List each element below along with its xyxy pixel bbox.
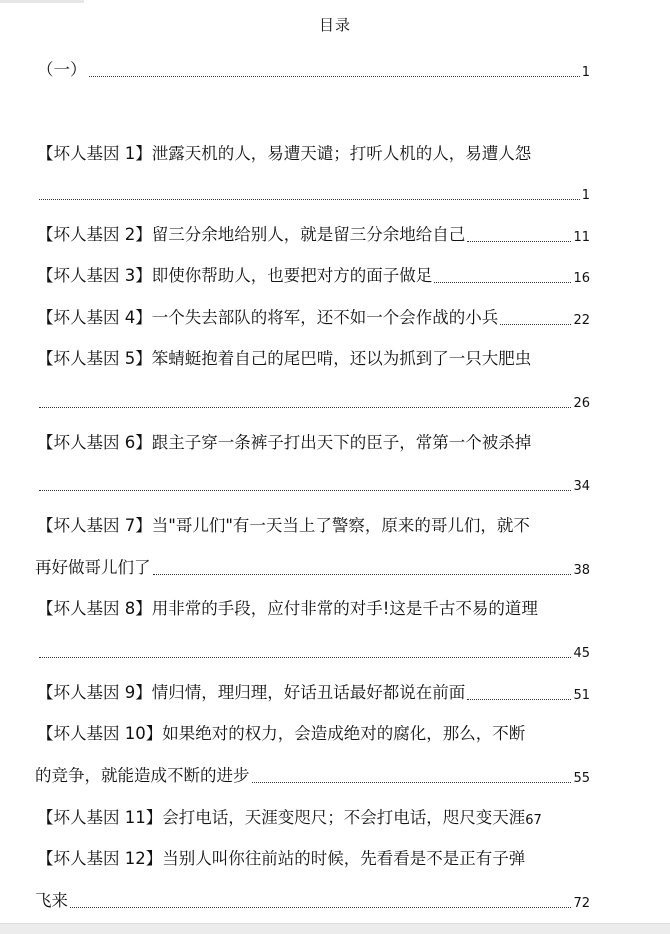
toc-entry[interactable] (37, 264, 590, 288)
toc-entry-line[interactable] (37, 142, 590, 166)
toc-entry-leader[interactable] (37, 389, 590, 413)
toc-entry-line[interactable] (37, 347, 590, 371)
dot-leader (434, 281, 571, 283)
toc-entry-text: 【坏人基因 5】笨蜻蜓抱着自己的尾巴啃，还以为抓到了一只大肥虫 (37, 349, 532, 368)
toc-entry[interactable] (37, 806, 607, 830)
toc-entry-page: 22 (573, 313, 590, 328)
toc-entry-text: （一） (37, 60, 87, 79)
dot-leader (70, 906, 571, 908)
toc-entry-page: 26 (573, 396, 590, 411)
dot-leader (39, 406, 571, 408)
toc-entry-line[interactable] (37, 847, 590, 871)
dot-leader (89, 75, 580, 77)
toc-entry-text: 【坏人基因 2】留三分余地给别人，就是留三分余地给自己 (37, 225, 466, 244)
toc-entry-text: 【坏人基因 4】一个失去部队的将军，还不如一个会作战的小兵 (37, 308, 499, 327)
toc-entry-leader[interactable] (37, 472, 590, 496)
dot-leader (153, 573, 572, 575)
toc-entry-page: 16 (573, 271, 590, 286)
toc-entry-page: 1 (581, 188, 590, 203)
toc-entry-page: 38 (573, 563, 590, 578)
toc-entry-leader[interactable] (35, 764, 590, 788)
dot-leader (467, 240, 571, 242)
toc-entry-leader[interactable] (35, 556, 590, 580)
dot-leader (39, 198, 580, 200)
toc-entry-text: 【坏人基因 1】泄露天机的人，易遭天谴；打听人机的人，易遭人怨 (37, 144, 532, 163)
toc-entry-text: 【坏人基因 7】当"哥儿们"有一天当上了警察，原来的哥儿们，就不 (37, 516, 530, 535)
dot-leader (467, 698, 571, 700)
toc-entry-line[interactable] (37, 722, 590, 746)
toc-entry[interactable] (37, 58, 590, 82)
toc-entry-leader[interactable] (35, 889, 590, 913)
dot-leader (39, 489, 571, 491)
toc-title: 目录 (318, 16, 351, 34)
toc-entry-line[interactable] (37, 597, 590, 621)
toc-entry[interactable] (37, 681, 590, 705)
toc-entry[interactable] (37, 306, 590, 330)
dot-leader (252, 781, 572, 783)
top-tab (0, 0, 84, 3)
bottom-scroll-bar[interactable] (0, 923, 670, 934)
toc-entry-leader[interactable] (37, 181, 590, 205)
toc-entry-page: 34 (573, 479, 590, 494)
toc-entry-line[interactable] (37, 431, 590, 455)
toc-entry-page: 1 (581, 65, 590, 80)
toc-entry-text: 【坏人基因 11】会打电话，天涯变咫尺；不会打电话，咫尺变天涯 (37, 808, 526, 827)
toc-entry-text: 【坏人基因 6】跟主子穿一条裤子打出天下的臣子，常第一个被杀掉 (37, 433, 532, 452)
toc-entry-text-continued: 的竞争，就能造成不断的进步 (35, 766, 250, 785)
toc-entry-page: 45 (573, 646, 590, 661)
toc-entry-text: 【坏人基因 12】当别人叫你往前站的时候，先看看是不是正有子弹 (37, 849, 526, 868)
toc-entry-text-continued: 再好做哥儿们了 (35, 558, 151, 577)
toc-entry-page: 72 (573, 896, 590, 911)
toc-entry-text: 【坏人基因 3】即使你帮助人，也要把对方的面子做足 (37, 266, 433, 285)
toc-entry-leader[interactable] (37, 639, 590, 663)
toc-entry-text: 【坏人基因 10】如果绝对的权力，会造成绝对的腐化，那么，不断 (37, 724, 526, 743)
toc-entry-text: 【坏人基因 8】用非常的手段，应付非常的对手!这是千古不易的道理 (37, 599, 538, 618)
toc-entry[interactable] (37, 223, 590, 247)
toc-entry-text-continued: 飞来 (35, 891, 68, 910)
toc-entry-page: 11 (573, 230, 590, 245)
toc-entry-page: 51 (573, 688, 590, 703)
toc-entry-line[interactable] (37, 514, 590, 538)
dot-leader (39, 656, 571, 658)
toc-entry-page: 55 (573, 771, 590, 786)
toc-entry-page: 67 (525, 813, 542, 828)
dot-leader (500, 323, 571, 325)
toc-entry-text: 【坏人基因 9】情归情，理归理，好话丑话最好都说在前面 (37, 683, 466, 702)
